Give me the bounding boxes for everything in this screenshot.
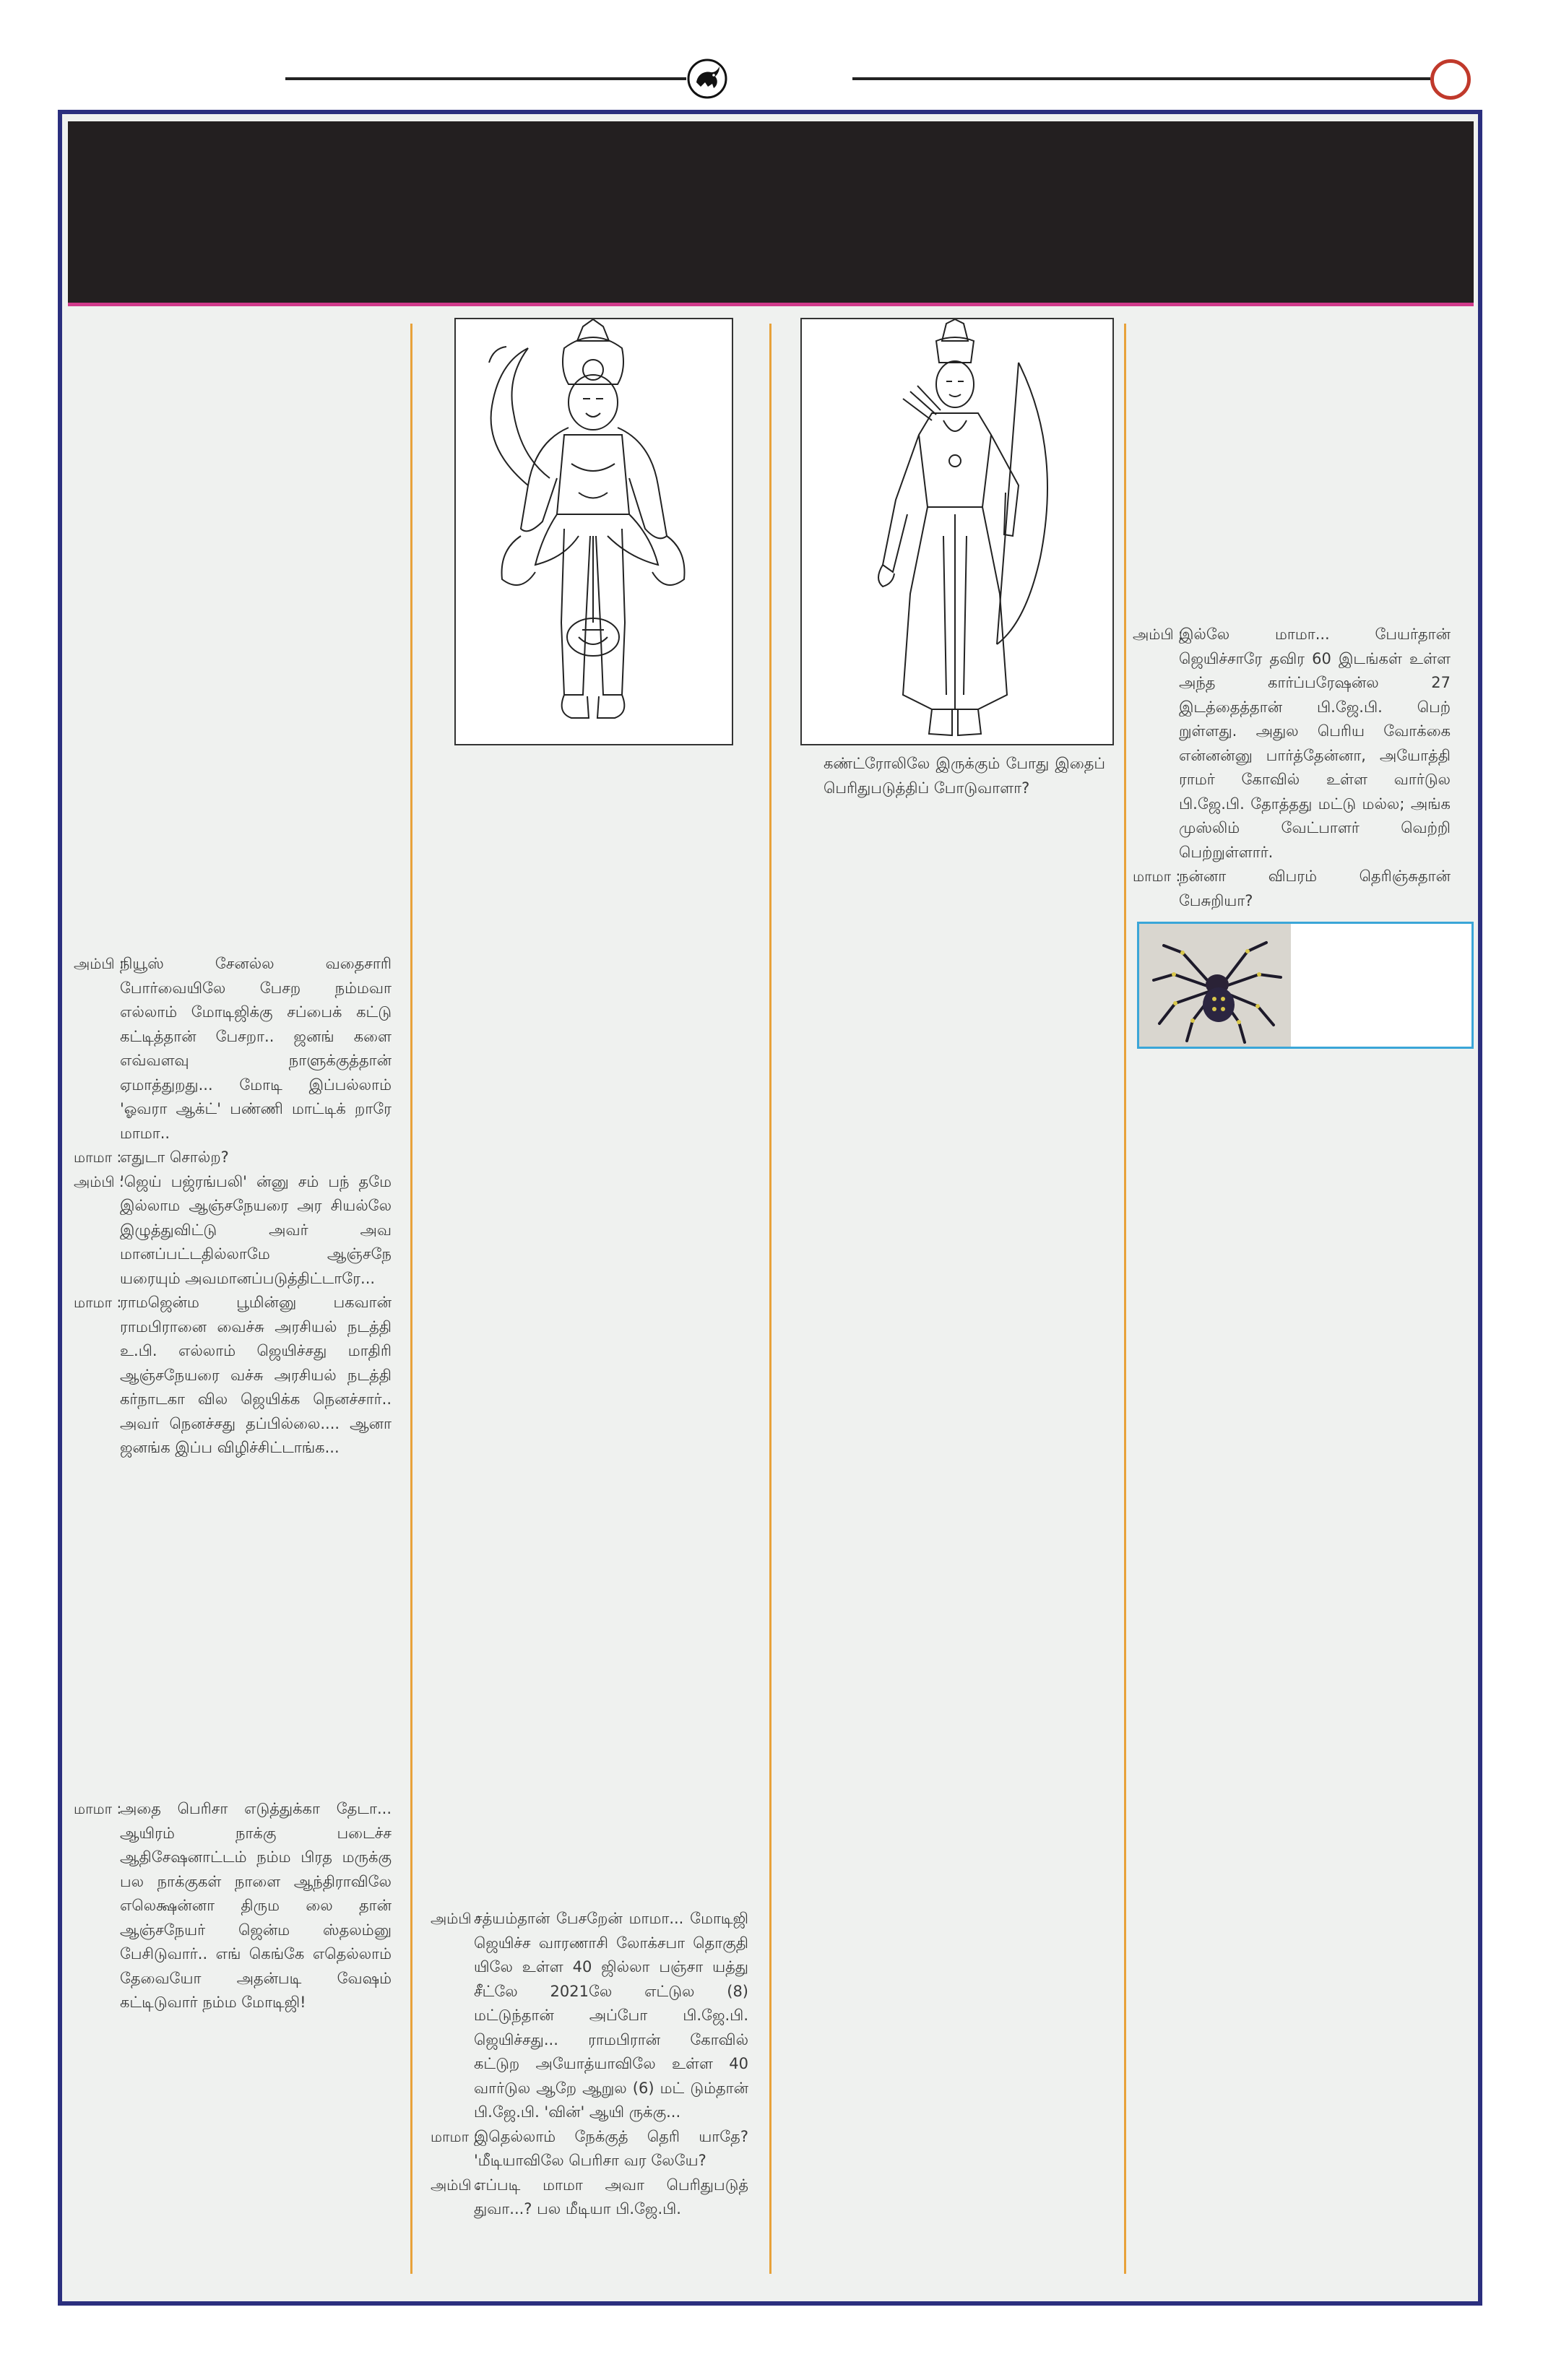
article-frame — [58, 110, 1482, 2306]
spider-photo — [1139, 924, 1291, 1047]
dialogue-entry — [431, 1907, 748, 2125]
dialogue-text: எப்படி மாமா அவா பெரிதுபடுத் துவா...? பல மீடியா பி.ஜே.பி. — [474, 2176, 748, 2217]
page-header — [0, 58, 1543, 101]
image-caption: கண்ட்ரோலிலே இருக்கும் போது இதைப் பெரிதுபடுத்திப் போடுவாளா? — [824, 755, 1105, 797]
header-rule-right — [852, 77, 1430, 80]
col4-dialogue-block — [1133, 623, 1451, 913]
dialogue-text: சத்யம்தான் பேசறேன் மாமா... மோடிஜி ஜெயிச்ச வாரணாசி லோக்சபா தொகுதி யிலே உள்ள 40 ஜில்லா பஞ்சா யத்து சீட்லே 2021லே எட்டுல (8) மட்டுந்தான் அப்போ பி.ஜே.பி. ஜெயிச்சது... ராமபிரான் கோவில் கட்டுற அயோத்யாவிலே உள்ள 40 வார்டுல ஆறே ஆறுல (6) மட் டும்தான் பி.ஜே.பி. 'வின்' ஆயி ருக்கு... — [474, 1910, 748, 2121]
dialogue-entry — [74, 1146, 392, 1170]
spider-photo-box — [1137, 922, 1474, 1049]
dialogue-text: இல்லே மாமா... பேயர்தான் ஜெயிச்சாரே தவிர 60 இடங்கள் உள்ள அந்த கார்ப்பரேஷன்ல 27 இடத்தைத்தான் பி.ஜே.பி. பெற் றுள்ளது. அதுல பெரிய வோக்கை என்னன்னு பார்த்தேன்னா, அயோத்தி ராமர் கோவில் உள்ள வார்டுல பி.ஜே.பி. தோத்தது மட்டு மல்ல; அங்க முஸ்லிம் வேட்பாளர் வெற்றி பெற்றுள்ளார். — [1179, 626, 1451, 861]
rama-line-drawing — [802, 319, 1112, 744]
dialogue-entry — [1133, 865, 1451, 913]
hanuman-line-drawing — [456, 319, 732, 744]
dialogue-entry — [431, 2173, 748, 2222]
dialogue-text: இதெல்லாம் நேக்குத் தெரி யாதே? 'மீடியாவிலே பெரிசா வர லேயே? — [474, 2127, 748, 2169]
speaker-label: அம்பி : — [431, 2176, 481, 2194]
col2-dialogue-block — [431, 1907, 748, 2222]
dialogue-entry — [74, 952, 392, 1146]
speaker-label: மாமா : — [74, 1294, 122, 1311]
dialogue-text: 'ஜெய் பஜ்ரங்பலி' ன்னு சம் பந் தமே இல்லாம ஆஞ்சநேயரை அர சியல்லே இழுத்துவிட்டு அவர் அவ மானப்பட்டதில்லாமே ஆஞ்சநே யரையும் அவமானப்படுத்திட்டாரே... — [120, 1172, 392, 1287]
column-divider-3 — [1124, 324, 1126, 2274]
dialogue-entry — [74, 1170, 392, 1291]
header-rule-left — [285, 77, 686, 80]
hanuman-illustration — [454, 318, 733, 745]
bull-emblem-icon — [686, 58, 728, 100]
speaker-label: அம்பி : — [74, 955, 124, 972]
page-number-circle — [1430, 59, 1471, 100]
dialogue-text: எதுடா சொல்ற? — [120, 1148, 229, 1166]
rama-illustration — [800, 318, 1114, 745]
speaker-label: மாமா : — [74, 1800, 122, 1817]
speaker-label: அம்பி : — [1133, 626, 1183, 643]
speaker-label: மாமா : — [74, 1148, 122, 1166]
speaker-label: அம்பி : — [74, 1172, 124, 1190]
dialogue-text: நன்னா விபரம் தெரிஞ்சுதான் பேசுறியா? — [1179, 867, 1451, 909]
dialogue-entry — [74, 1291, 392, 1461]
dialogue-text: அதை பெரிசா எடுத்துக்கா தேடா... ஆயிரம் நாக்கு படைச்ச ஆதிசேஷனாட்டம் நம்ம பிரத மருக்கு பல நாக்குகள் நாளை ஆந்திராவிலே எலெக்ஷன்னா திரும லை தான் ஆஞ்சநேயர் ஜென்ம ஸ்தலம்னு பேசிடுவார்.. எங் கெங்கே எதெல்லாம் தேவையோ அதன்படி வேஷம் கட்டிடுவார் நம்ம மோடிஜி! — [120, 1800, 392, 2011]
dialogue-entry — [431, 2125, 748, 2173]
col1-dialogue-block-1 — [74, 952, 392, 1461]
speaker-label: மாமா : — [431, 2127, 479, 2145]
col1-dialogue-block-2 — [74, 1797, 392, 2015]
column-divider-1 — [410, 324, 412, 2274]
speaker-label: அம்பி : — [431, 1910, 481, 1927]
speaker-label: மாமா : — [1133, 867, 1181, 885]
dialogue-entry — [1133, 623, 1451, 865]
dialogue-text: ராமஜென்ம பூமின்னு பகவான் ராமபிரானை வைச்சு அரசியல் நடத்தி உ.பி. எல்லாம் ஜெயிச்சது மாதிரி ஆஞ்சநேயரை வச்சு அரசியல் நடத்தி கர்நாடகா வில ஜெயிக்க நெனச்சார்.. அவர் நெனச்சது தப்பில்லை.... ஆனா ஜனங்க இப்ப விழிச்சிட்டாங்க... — [120, 1294, 392, 1456]
headline-banner — [68, 121, 1474, 306]
column-divider-2 — [769, 324, 772, 2274]
dialogue-entry — [74, 1797, 392, 2015]
dialogue-text: நியூஸ் சேனல்ல வதைசாரி போர்வையிலே பேசற நம்மவா எல்லாம் மோடிஜிக்கு சப்பைக் கட்டு கட்டித்தான் பேசறா.. ஜனங் களை எவ்வளவு நாளுக்குத்தான் ஏமாத்துறது... மோடி இப்பல்லாம் 'ஓவரா ஆக்ட்' பண்ணி மாட்டிக் றாரே மாமா.. — [120, 955, 392, 1142]
